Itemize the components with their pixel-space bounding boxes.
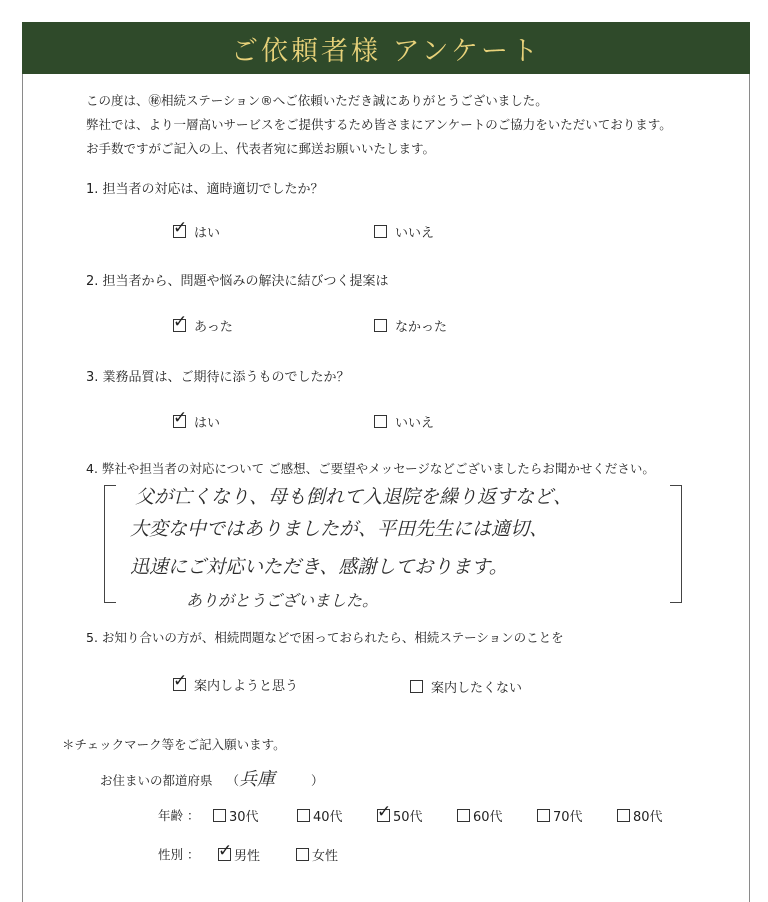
q2-option-yes[interactable] [173,312,233,335]
checkbox[interactable] [218,841,233,861]
comment-line: 大変な中ではありましたが、平田先生には適切、 [130,518,549,540]
intro-line: 弊社では、より一層高いサービスをご提供するため皆さまにアンケートのご協力をいただいております。 [86,117,672,132]
question-1: 1. 担当者の対応は、適時適切でしたか？ [86,182,324,197]
option-label: 40代 [313,810,343,825]
q3-option-yes[interactable] [173,408,221,431]
checkbox[interactable] [297,809,310,822]
comment-line: 父が亡くなり、母も倒れて入退院を繰り返すなど、 [135,486,573,508]
gender-label: 性別 ： [158,847,200,862]
check-mark-icon: ✓ [173,312,188,332]
checkbox[interactable] [173,218,188,238]
option-label: はい [194,226,221,241]
option-label: 案内しようと思う [194,679,299,694]
option-label: いいえ [395,226,435,241]
question-2: 2. 担当者から、問題や悩みの解決に結びつく提案は [86,274,389,289]
checkbox[interactable] [296,848,309,861]
q3-option-no[interactable] [374,412,434,431]
prefecture-value[interactable]: 兵庫 [239,769,276,790]
q1-option-yes[interactable] [173,218,221,241]
comment-bracket-right [670,485,682,603]
age-option-40[interactable] [297,806,343,825]
checkbox[interactable] [213,809,226,822]
prefecture-row [100,767,324,793]
question-3: 3. 業務品質は、ご期待に添うものでしたか？ [86,370,350,385]
check-mark-icon: ✓ [173,218,188,238]
age-option-50[interactable] [377,802,423,825]
option-label: 60代 [473,810,503,825]
prefecture-close-paren: ） [311,773,324,788]
intro-line: この度は、㊙相続ステーション®へご依頼いただき誠にありがとうございました。 [86,93,548,108]
checkbox[interactable] [537,809,550,822]
age-option-70[interactable] [537,806,583,825]
option-label: 男性 [234,849,261,864]
comment-bracket-left [104,485,116,603]
check-mark-icon: ✓ [173,671,188,691]
q1-option-no[interactable] [374,222,434,241]
gender-option-female[interactable] [296,845,338,864]
age-label: 年齢 ： [158,808,200,823]
checkbox[interactable] [457,809,470,822]
option-label: 80代 [633,810,663,825]
checkbox[interactable] [173,312,188,332]
prefecture-label: お住まいの都道府県 [100,773,213,788]
option-label: 女性 [312,849,339,864]
checkbox[interactable] [410,680,423,693]
checkmark-note: ＊チェックマーク等をご記入願います。 [62,737,286,752]
checkbox[interactable] [374,415,387,428]
option-label: はい [194,416,221,431]
age-option-80[interactable] [617,806,663,825]
question-4: 4. 弊社や担当者の対応について ご感想、ご要望やメッセージなどございましたらお聞かせください。 [86,461,655,476]
prefecture-open-paren: （ [226,773,240,788]
checkbox[interactable] [374,225,387,238]
comment-line: ありがとうございました。 [186,591,379,610]
page-title: ご依頼者様 アンケート [231,35,541,67]
check-mark-icon: ✓ [173,408,188,428]
option-label: 70代 [553,810,583,825]
q5-option-yes[interactable] [173,671,299,694]
q5-option-no[interactable] [410,677,522,696]
checkbox[interactable] [173,408,188,428]
option-label: 50代 [393,810,423,825]
check-mark-icon: ✓ [218,841,233,861]
intro-line: お手数ですがご記入の上、代表者宛に郵送お願いいたします。 [86,141,436,156]
checkbox[interactable] [173,671,188,691]
age-option-30[interactable] [213,806,259,825]
option-label: 案内したくない [431,681,523,696]
age-option-60[interactable] [457,806,503,825]
title-banner [22,22,750,74]
option-label: 30代 [229,810,259,825]
check-mark-icon: ✓ [377,802,392,822]
checkbox[interactable] [374,319,387,332]
option-label: なかった [395,320,448,335]
option-label: あった [194,320,233,335]
question-5: 5. お知り合いの方が、相続問題などで困っておられたら、相続ステーションのことを [86,630,564,645]
checkbox[interactable] [617,809,630,822]
option-label: いいえ [395,416,435,431]
q2-option-no[interactable] [374,316,447,335]
comment-line: 迅速にご対応いただき、感謝しております。 [130,556,508,578]
gender-option-male[interactable] [218,841,261,864]
checkbox[interactable] [377,802,392,822]
